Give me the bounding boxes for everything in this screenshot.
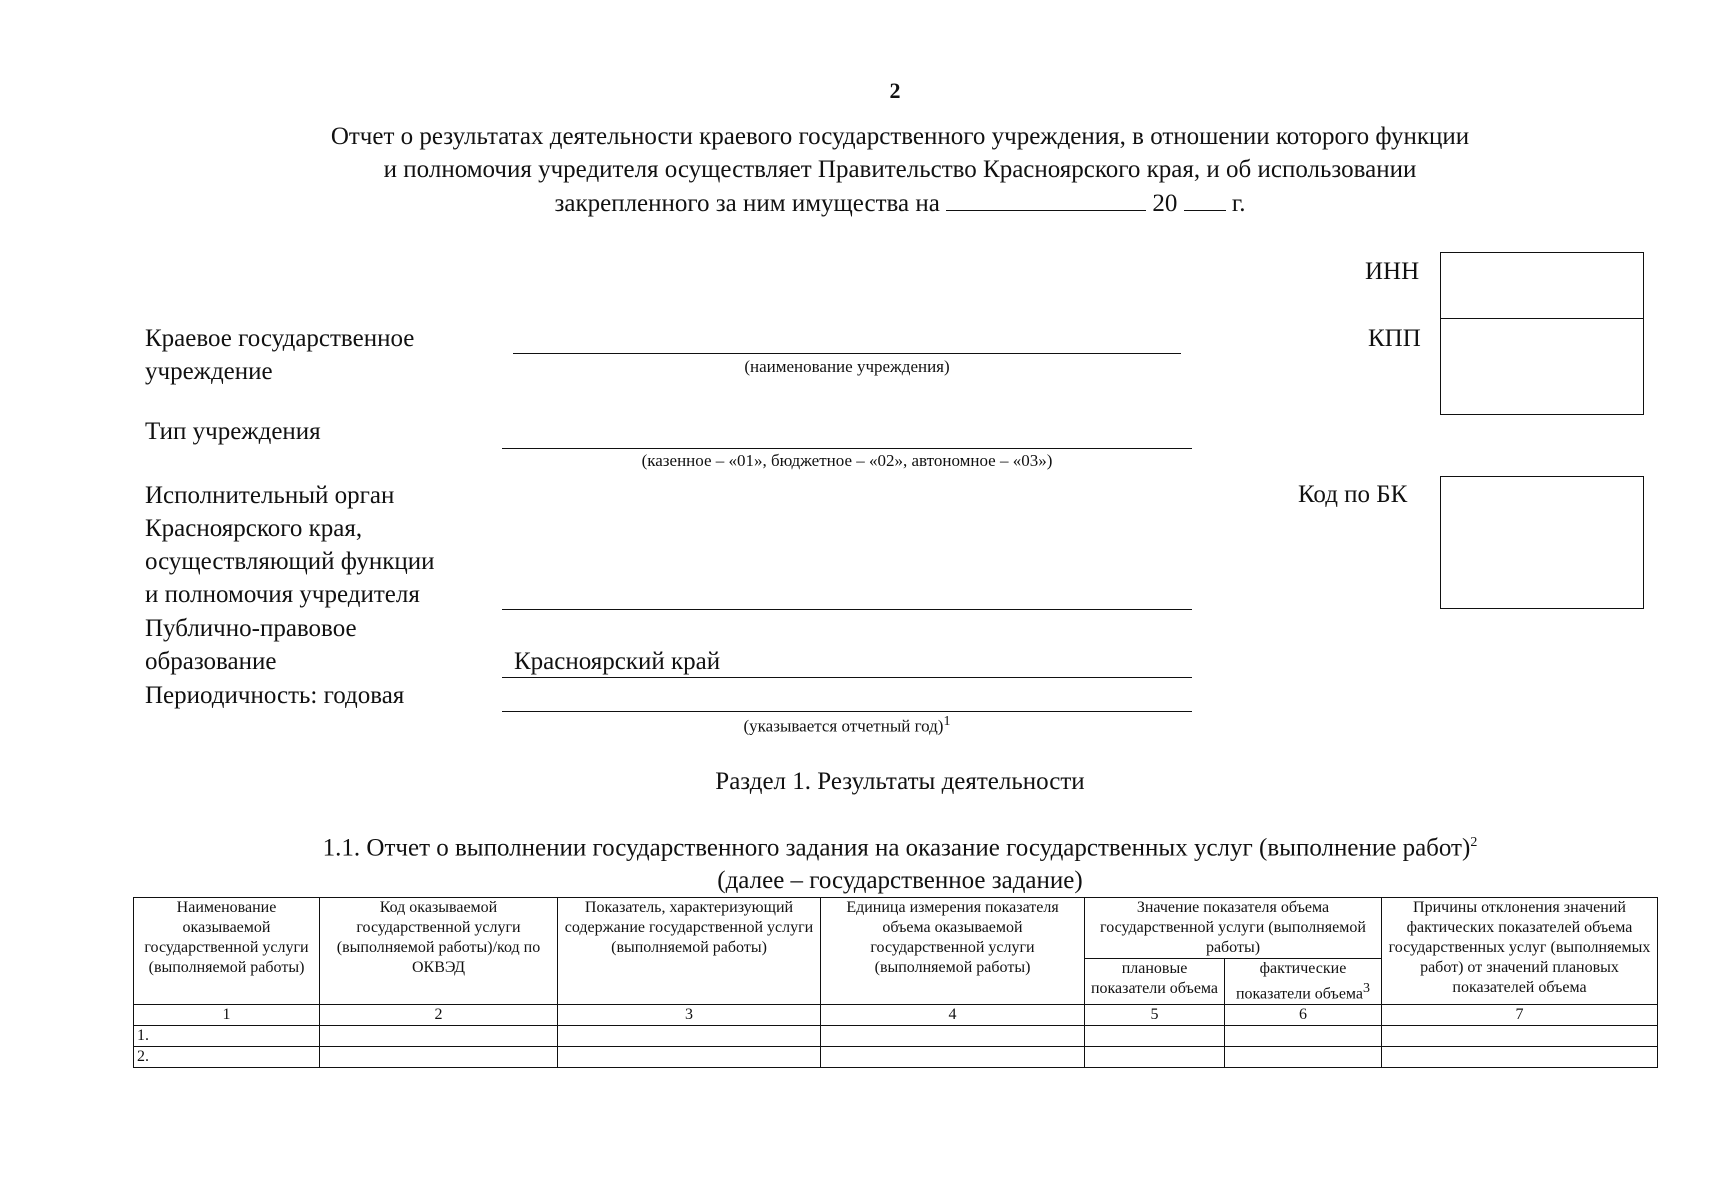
- column-number: 6: [1225, 1005, 1382, 1026]
- column-number: 4: [821, 1005, 1085, 1026]
- state-task-table: [133, 897, 1658, 1068]
- table-cell[interactable]: [1085, 1026, 1225, 1047]
- title-line-2: и полномочия учредителя осуществляет Правительство Красноярского края, и об использовании: [383, 156, 1417, 183]
- kpp-box[interactable]: [1440, 318, 1644, 415]
- table-cell[interactable]: [320, 1026, 558, 1047]
- column-number: 3: [558, 1005, 821, 1026]
- header-indicator: Показатель, характеризующий содержание государственной услуги (выполняемой работы): [558, 898, 821, 1005]
- header-unit: Единица измерения показателя объема оказываемой государственной услуги (выполняемой работы): [821, 898, 1085, 1005]
- table-cell[interactable]: [320, 1047, 558, 1068]
- column-number: 1: [134, 1005, 320, 1026]
- column-number: 2: [320, 1005, 558, 1026]
- title-line-1: Отчет о результатах деятельности краевого государственного учреждения, в отношении которого функции: [330, 123, 1470, 150]
- date-blank: [946, 186, 1146, 211]
- column-number: 5: [1085, 1005, 1225, 1026]
- header-volume-value: Значение показателя объема государственной услуги (выполняемой работы): [1085, 898, 1382, 959]
- kpp-label: КПП: [1368, 325, 1421, 352]
- organ-label-line-4: и полномочия учредителя: [145, 581, 420, 608]
- organ-label: [145, 479, 435, 611]
- title-line-3-prefix: закрепленного за ним имущества на: [554, 190, 940, 217]
- public-entity-label-line-1: Публично-правовое: [145, 615, 357, 642]
- table-cell[interactable]: [821, 1026, 1085, 1047]
- institution-name-line[interactable]: [513, 353, 1181, 354]
- type-line[interactable]: [502, 448, 1192, 449]
- header-planned: плановые показатели объема: [1085, 959, 1225, 1005]
- organ-line[interactable]: [502, 609, 1192, 610]
- row-number: 1.: [134, 1026, 320, 1047]
- institution-label: [145, 322, 414, 388]
- year-blank: [1184, 186, 1226, 211]
- bk-code-label: Код по БК: [1298, 481, 1408, 508]
- institution-hint: (наименование учреждения): [744, 357, 950, 376]
- inn-box[interactable]: [1440, 252, 1644, 319]
- public-entity-label: [145, 612, 357, 678]
- periodicity-hint: [502, 714, 1192, 737]
- periodicity-hint-text: (указывается отчетный год): [743, 716, 944, 736]
- organ-label-line-1: Исполнительный орган: [145, 482, 395, 509]
- institution-label-line-2: учреждение: [145, 358, 273, 385]
- table-cell[interactable]: [1382, 1047, 1658, 1068]
- year-prefix: 20: [1152, 190, 1178, 217]
- subsection-line-1: [150, 826, 1650, 864]
- subsection-line-2: (далее – государственное задание): [717, 867, 1083, 895]
- subsection-title: [150, 826, 1650, 897]
- row-number: 2.: [134, 1047, 320, 1068]
- inn-label: ИНН: [1365, 258, 1420, 285]
- table-cell[interactable]: [1225, 1026, 1382, 1047]
- header-deviation-reasons: Причины отклонения значений фактических показателей объема государственных услуг (выполняемых работ) от значений плановых показателей объема: [1382, 898, 1658, 1005]
- header-service-name: Наименование оказываемой государственной услуги (выполняемой работы): [134, 898, 320, 1005]
- footnote-1-mark: 1: [943, 714, 951, 729]
- table-header-row-1: [134, 898, 1658, 959]
- section-heading: Раздел 1. Результаты деятельности: [715, 768, 1085, 795]
- table-cell[interactable]: [1085, 1047, 1225, 1068]
- table-cell[interactable]: [558, 1026, 821, 1047]
- organ-label-line-2: Красноярского края,: [145, 515, 363, 542]
- page-number: 2: [889, 78, 901, 103]
- type-label: Тип учреждения: [145, 418, 321, 445]
- institution-label-line-1: Краевое государственное: [145, 325, 415, 352]
- table-row: [134, 1047, 1658, 1068]
- type-hint: (казенное – «01», бюджетное – «02», автономное – «03»): [641, 451, 1053, 470]
- report-title: [150, 120, 1650, 220]
- organ-label-line-3: осуществляющий функции: [145, 548, 435, 575]
- bk-code-box[interactable]: [1440, 476, 1644, 609]
- periodicity-label: Периодичность: годовая: [145, 682, 405, 709]
- footnote-2-mark: 2: [1470, 835, 1478, 850]
- table-cell[interactable]: [821, 1047, 1085, 1068]
- column-number: 7: [1382, 1005, 1658, 1026]
- public-entity-label-line-2: образование: [145, 648, 277, 675]
- subsection-line-1-text: 1.1. Отчет о выполнении государственного задания на оказание государственных услуг (выполнение работ): [322, 834, 1471, 862]
- periodicity-line[interactable]: [502, 711, 1192, 712]
- table-cell[interactable]: [1225, 1047, 1382, 1068]
- header-service-code: Код оказываемой государственной услуги (выполняемой работы)/код по ОКВЭД: [320, 898, 558, 1005]
- header-actual-text: фактические показатели объема: [1235, 960, 1364, 1003]
- header-actual: [1225, 959, 1382, 1005]
- public-entity-line[interactable]: [502, 677, 1192, 678]
- footnote-3-mark: 3: [1363, 981, 1371, 996]
- table-row: [134, 1026, 1658, 1047]
- title-line-3-suffix: г.: [1231, 190, 1246, 217]
- title-line-3: [150, 186, 1650, 220]
- table-cell[interactable]: [558, 1047, 821, 1068]
- public-entity-value: Красноярский край: [514, 648, 721, 675]
- table-cell[interactable]: [1382, 1026, 1658, 1047]
- column-number-row: [134, 1005, 1658, 1026]
